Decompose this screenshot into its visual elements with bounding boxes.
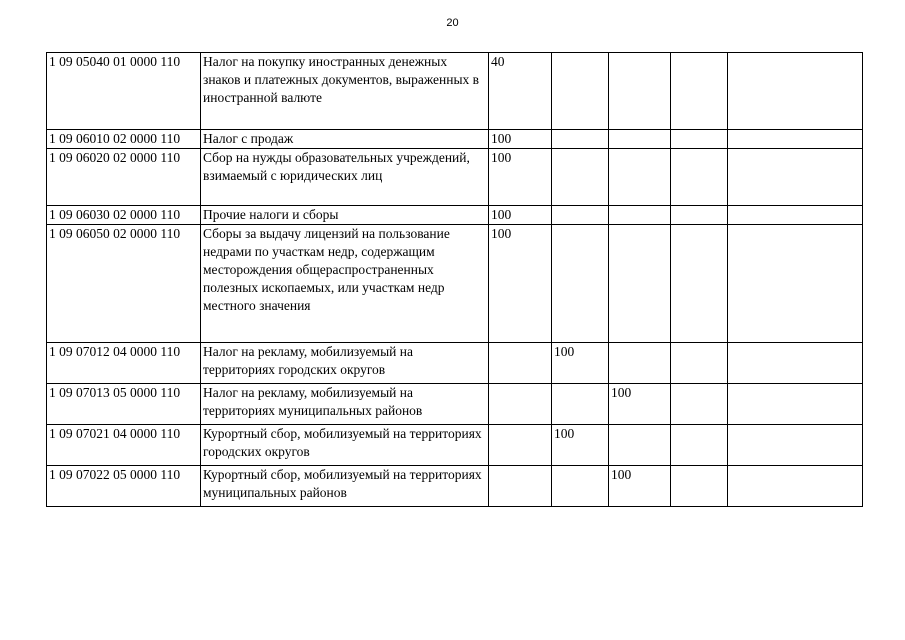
value-cell: 100	[489, 130, 552, 149]
value-cell	[489, 384, 552, 425]
value-cell	[489, 425, 552, 466]
row-code: 1 09 06020 02 0000 110	[47, 149, 201, 206]
value-cell	[609, 53, 671, 130]
value-cell	[552, 206, 609, 225]
value-cell	[552, 53, 609, 130]
row-name: Сборы за выдачу лицензий на пользование недрами по участкам недр, содержащим месторождения общераспространенных полезных ископаемых, или участкам недр местного значения	[201, 225, 489, 343]
table-row	[47, 384, 863, 425]
table-row	[47, 425, 863, 466]
row-code: 1 09 07021 04 0000 110	[47, 425, 201, 466]
value-cell	[728, 384, 863, 425]
row-code: 1 09 07012 04 0000 110	[47, 343, 201, 384]
value-cell	[552, 384, 609, 425]
table-row	[47, 225, 863, 343]
row-name: Курортный сбор, мобилизуемый на территориях городских округов	[201, 425, 489, 466]
row-name: Налог на рекламу, мобилизуемый на территориях муниципальных районов	[201, 384, 489, 425]
value-cell: 100	[489, 206, 552, 225]
table-row	[47, 343, 863, 384]
row-name: Налог с продаж	[201, 130, 489, 149]
row-code: 1 09 06050 02 0000 110	[47, 225, 201, 343]
row-code: 1 09 05040 01 0000 110	[47, 53, 201, 130]
table-row	[47, 206, 863, 225]
page-number: 20	[446, 17, 459, 29]
value-cell	[728, 130, 863, 149]
value-cell	[552, 225, 609, 343]
value-cell	[671, 466, 728, 507]
value-cell	[728, 466, 863, 507]
value-cell	[728, 425, 863, 466]
value-cell	[671, 343, 728, 384]
row-code: 1 09 07013 05 0000 110	[47, 384, 201, 425]
row-name: Сбор на нужды образовательных учреждений, взимаемый с юридических лиц	[201, 149, 489, 206]
value-cell: 100	[552, 425, 609, 466]
table-row	[47, 130, 863, 149]
row-name: Налог на покупку иностранных денежных знаков и платежных документов, выраженных в иностранной валюте	[201, 53, 489, 130]
table-row	[47, 149, 863, 206]
value-cell: 100	[609, 384, 671, 425]
table-row	[47, 466, 863, 507]
value-cell	[609, 425, 671, 466]
value-cell: 100	[489, 225, 552, 343]
value-cell	[609, 149, 671, 206]
value-cell	[728, 343, 863, 384]
value-cell	[489, 466, 552, 507]
table-row	[47, 53, 863, 130]
value-cell	[671, 206, 728, 225]
value-cell	[489, 343, 552, 384]
value-cell: 100	[552, 343, 609, 384]
value-cell	[609, 343, 671, 384]
value-cell	[552, 149, 609, 206]
value-cell	[671, 130, 728, 149]
row-code: 1 09 06030 02 0000 110	[47, 206, 201, 225]
value-cell	[609, 206, 671, 225]
row-name: Прочие налоги и сборы	[201, 206, 489, 225]
value-cell	[671, 225, 728, 343]
value-cell	[671, 425, 728, 466]
row-name: Налог на рекламу, мобилизуемый на территориях городских округов	[201, 343, 489, 384]
value-cell	[728, 225, 863, 343]
value-cell	[671, 384, 728, 425]
value-cell	[671, 53, 728, 130]
value-cell	[609, 225, 671, 343]
value-cell	[671, 149, 728, 206]
value-cell	[728, 53, 863, 130]
value-cell	[728, 206, 863, 225]
row-code: 1 09 06010 02 0000 110	[47, 130, 201, 149]
value-cell: 100	[609, 466, 671, 507]
value-cell	[552, 466, 609, 507]
row-code: 1 09 07022 05 0000 110	[47, 466, 201, 507]
row-name: Курортный сбор, мобилизуемый на территориях муниципальных районов	[201, 466, 489, 507]
value-cell	[728, 149, 863, 206]
value-cell	[609, 130, 671, 149]
revenue-distribution-table	[46, 52, 863, 507]
value-cell: 40	[489, 53, 552, 130]
value-cell: 100	[489, 149, 552, 206]
value-cell	[552, 130, 609, 149]
